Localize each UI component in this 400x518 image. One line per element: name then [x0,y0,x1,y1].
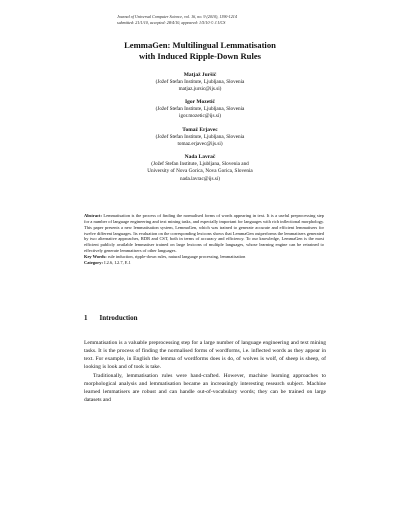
keywords-label: Key Words: [84,253,107,259]
abstract-block [84,213,324,266]
body-paragraph: Lemmatisation is a valuable preprocessing step for a large number of language engineering and text mining tasks. It is the process of finding the normalised forms of wordforms, i.e. inflected words as they appear in text. For example, in English the lemma of wordforms does is do, of wolves is wolf, of sheep is sheep, of looking is look and of took is take. [84,340,326,371]
author-name: Matjaž Juršič [183,72,217,78]
author-email: igor.mozetic@ijs.si) [179,113,221,120]
body-paragraph: Traditionally, lemmatisation rules were hand-crafted. However, machine learning approaches to morphological analysis and lemmatisation became an increasingly interesting research subject. Machine learned lemmatisers are robust and can handle out-of-vocabulary words; they can be trained on large datasets and [84,373,326,404]
author-block [0,127,400,149]
body-text [84,339,326,404]
paper-title [0,40,400,62]
section-title: Introduction [99,314,138,322]
title-line-1: LemmaGen: Multilingual Lemmatisation [124,40,276,50]
author-name: Tomaž Erjavec [182,127,218,133]
author-affiliation-2: University of Nova Gorica, Nova Gorica, Slovenia [147,168,253,175]
author-name: Nada Lavrač [184,154,216,160]
category-label: Category: [84,259,103,265]
journal-header [117,14,377,25]
submission-dates: submitted: 21/1/10, accepted: 28/4/10, appeared: 1/5/10 © J.UCS [117,19,226,25]
author-block [0,154,400,183]
author-block [0,72,400,94]
author-affiliation: (Jožef Stefan Institute, Ljubljana, Slovenia [155,106,245,113]
author-email: matjaz.jursic@ijs.si) [178,86,222,93]
abstract-label: Abstract: [84,213,102,218]
keywords-text: rule induction, ripple-down rules, natural language processing, lemmatisation [107,253,246,259]
category-text: I.2.6, I.2.7, E.1 [104,259,131,265]
author-name: Igor Mozetič [185,99,215,105]
author-block [0,99,400,121]
author-email: nada.lavrac@ijs.si) [180,175,220,182]
abstract-text: Lemmatisation is the process of finding the normalised forms of words appearing in text. It is a useful preprocessing step for a number of language engineering and text mining tasks, and especially important for languages with rich inflectional morphology. This paper presents a new lemmatisation system, LemmaGen, which was trained to generate accurate and efficient lemmatisers for twelve different languages. Its evaluation on the corresponding lexicons shows that LemmaGen outperforms the lemmatisers generated by two alternative approaches, RDR and CST, both in terms of accuracy and efficiency. To our knowledge, LemmaGen is the most efficient publicly available lemmatiser trained on large lexicons of multiple languages, whose learning engine can be retrained to effectively generate lemmatisers of other languages. [84,213,324,254]
title-line-2: with Induced Ripple-Down Rules [138,51,261,61]
journal-citation: Journal of Universal Computer Science, vol. 16, no. 9 (2010), 1190-1214 [117,14,237,19]
author-affiliation: (Jožef Stefan Institute, Ljubljana, Slovenia and [151,161,249,168]
section-number: 1 [84,314,88,322]
author-email: tomaz.erjavec@ijs.si) [177,141,223,148]
author-affiliation: (Jožef Stefan Institute, Ljubljana, Slovenia [155,79,245,86]
author-affiliation: (Jožef Stefan Institute, Ljubljana, Slovenia [155,134,245,141]
section-heading [84,314,150,322]
